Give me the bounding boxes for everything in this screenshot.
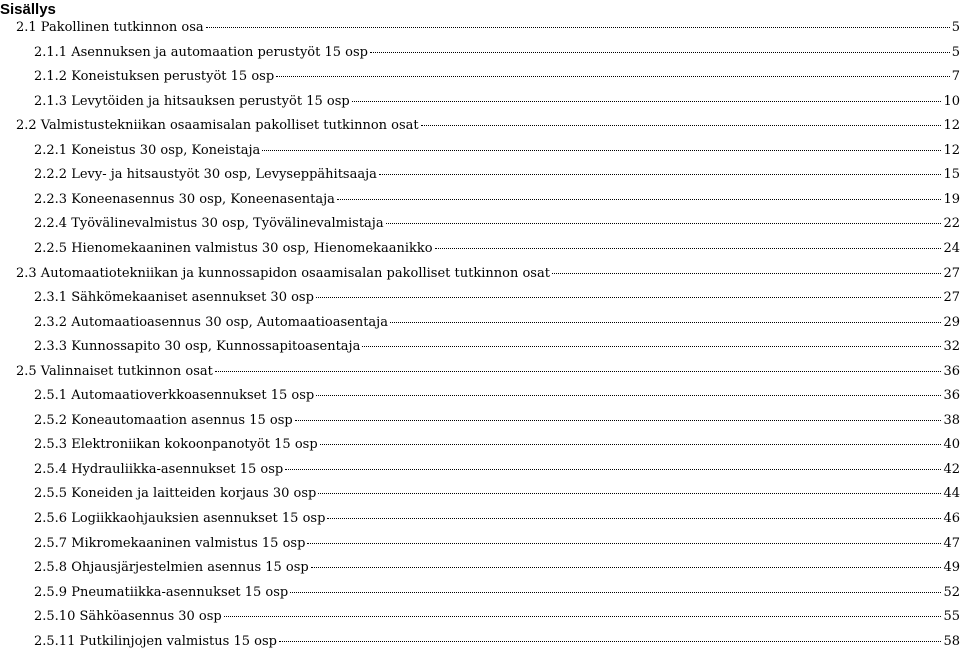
- toc-entry-page[interactable]: 49: [943, 560, 960, 576]
- toc-entry-label[interactable]: 2.5.2 Koneautomaation asennus 15 osp: [34, 412, 293, 428]
- toc-dot-leader: [552, 272, 942, 274]
- toc-entry-label[interactable]: 2.1.2 Koneistuksen perustyöt 15 osp: [34, 69, 275, 85]
- toc-entry[interactable]: [34, 190, 960, 210]
- toc-entry-page[interactable]: 47: [943, 535, 960, 551]
- toc-entry-label[interactable]: 2.2 Valmistustekniikan osaamisalan pakolliset tutkinnon osat: [16, 118, 419, 134]
- toc-entry-page[interactable]: 44: [943, 486, 960, 502]
- toc-entry[interactable]: [34, 141, 960, 161]
- toc-entry[interactable]: [16, 264, 960, 284]
- toc-entry-label[interactable]: 2.5.11 Putkilinjojen valmistus 15 osp: [34, 633, 277, 649]
- toc-entry-label[interactable]: 2.2.5 Hienomekaaninen valmistus 30 osp, Hienomekaanikko: [34, 240, 433, 256]
- toc-dot-leader: [362, 345, 941, 347]
- toc-entry-label[interactable]: 2.1 Pakollinen tutkinnon osa: [16, 20, 204, 35]
- toc-entry-page[interactable]: 24: [943, 240, 960, 256]
- toc-entry-label[interactable]: 2.3.3 Kunnossapito 30 osp, Kunnossapitoasentaja: [34, 339, 361, 355]
- toc-entry-page[interactable]: 15: [943, 167, 960, 183]
- toc-dot-leader: [316, 394, 941, 396]
- toc-entry[interactable]: [34, 165, 960, 185]
- toc-entry[interactable]: [34, 214, 960, 234]
- toc-entry-label[interactable]: 2.1.3 Levytöiden ja hitsauksen perustyöt 15 osp: [34, 93, 350, 109]
- toc-dot-leader: [421, 124, 942, 126]
- toc-entry[interactable]: [34, 337, 960, 357]
- toc-entry-label[interactable]: 2.5.3 Elektroniikan kokoonpanotyöt 15 osp: [34, 437, 318, 453]
- toc-title: Sisällys: [0, 1, 56, 18]
- toc-entry-page[interactable]: 46: [943, 511, 960, 526]
- toc-entry-page[interactable]: 5: [951, 44, 960, 60]
- toc-dot-leader: [352, 100, 942, 102]
- toc-dot-leader: [262, 149, 941, 151]
- toc-entry-page[interactable]: 36: [943, 388, 960, 404]
- toc-dot-leader: [370, 51, 950, 53]
- toc-dot-leader: [224, 615, 942, 617]
- toc-entry-label[interactable]: 2.2.4 Työvälinevalmistus 30 osp, Työvälinevalmistaja: [34, 216, 384, 232]
- toc-entry-label[interactable]: 2.3.2 Automaatioasennus 30 osp, Automaatioasentaja: [34, 314, 388, 330]
- toc-dot-leader: [279, 640, 942, 642]
- toc-dot-leader: [295, 419, 942, 421]
- toc-dot-leader: [316, 296, 942, 298]
- toc-entry[interactable]: [34, 239, 960, 259]
- toc-entry[interactable]: [16, 116, 960, 136]
- toc-entry-page[interactable]: 36: [943, 363, 960, 379]
- toc-entry-page[interactable]: 5: [951, 20, 960, 35]
- toc-entry-label[interactable]: 2.2.3 Koneenasennus 30 osp, Koneenasentaja: [34, 191, 335, 207]
- toc-entry-label[interactable]: 2.1.1 Asennuksen ja automaation perustyöt 15 osp: [34, 44, 368, 60]
- toc-entry-label[interactable]: 2.5.5 Koneiden ja laitteiden korjaus 30 osp: [34, 486, 317, 502]
- toc-entry[interactable]: [16, 362, 960, 382]
- toc-entry-label[interactable]: 2.5.6 Logiikkaohjauksien asennukset 15 osp: [34, 511, 326, 526]
- toc-entry[interactable]: [34, 484, 960, 504]
- toc-entry[interactable]: [34, 435, 960, 455]
- toc-dot-leader: [290, 591, 941, 593]
- toc-entry[interactable]: [34, 67, 960, 87]
- toc-dot-leader: [327, 517, 941, 519]
- toc-entry-page[interactable]: 40: [943, 437, 960, 453]
- toc-dot-leader: [285, 468, 941, 470]
- toc-entry-page[interactable]: 42: [943, 461, 960, 477]
- toc-entry-page[interactable]: 27: [943, 290, 960, 306]
- toc-entry-page[interactable]: 32: [943, 339, 960, 355]
- toc-entry-page[interactable]: 10: [943, 93, 960, 109]
- toc-entry-page[interactable]: 38: [943, 412, 960, 428]
- toc-entry[interactable]: [34, 288, 960, 308]
- toc-entry[interactable]: [34, 386, 960, 406]
- toc-dot-leader: [311, 566, 942, 568]
- toc-entry-page[interactable]: 29: [943, 314, 960, 330]
- toc-entry-label[interactable]: 2.5.9 Pneumatiikka-asennukset 15 osp: [34, 584, 289, 600]
- toc-entry[interactable]: [34, 534, 960, 554]
- toc-entry-page[interactable]: 12: [943, 118, 960, 134]
- toc-entry[interactable]: [34, 607, 960, 627]
- toc-dot-leader: [435, 247, 942, 249]
- toc-entry-label[interactable]: 2.2.2 Levy- ja hitsaustyöt 30 osp, Levyseppähitsaaja: [34, 167, 377, 183]
- toc-entry[interactable]: [16, 18, 960, 38]
- toc-dot-leader: [320, 443, 942, 445]
- toc-dot-leader: [337, 198, 942, 200]
- toc-entry-label[interactable]: 2.5.4 Hydrauliikka-asennukset 15 osp: [34, 461, 284, 477]
- toc-entry-page[interactable]: 7: [951, 69, 960, 85]
- toc-entry-label[interactable]: 2.2.1 Koneistus 30 osp, Koneistaja: [34, 142, 261, 158]
- toc-entry[interactable]: [34, 509, 960, 529]
- toc-dot-leader: [215, 370, 942, 372]
- toc-entry[interactable]: [34, 411, 960, 431]
- toc-entry-label[interactable]: 2.5 Valinnaiset tutkinnon osat: [16, 363, 213, 379]
- toc-entry[interactable]: [34, 460, 960, 480]
- toc-entry[interactable]: [34, 43, 960, 63]
- toc-entry-label[interactable]: 2.5.1 Automaatioverkkoasennukset 15 osp: [34, 388, 315, 404]
- toc-dot-leader: [379, 173, 942, 175]
- toc-entry[interactable]: [34, 313, 960, 333]
- toc-entry-label[interactable]: 2.5.10 Sähköasennus 30 osp: [34, 609, 222, 625]
- toc-entry[interactable]: [34, 632, 960, 652]
- toc-entry-page[interactable]: 19: [943, 191, 960, 207]
- toc-entry-page[interactable]: 22: [943, 216, 960, 232]
- toc-entry-page[interactable]: 27: [943, 265, 960, 281]
- toc-entry[interactable]: [34, 92, 960, 112]
- toc-dot-leader: [386, 222, 942, 224]
- toc-entry-page[interactable]: 55: [943, 609, 960, 625]
- toc-dot-leader: [390, 321, 942, 323]
- toc-entry-label[interactable]: 2.3 Automaatiotekniikan ja kunnossapidon osaamisalan pakolliset tutkinnon osat: [16, 265, 550, 281]
- toc-entry[interactable]: [34, 583, 960, 603]
- toc-entry-label[interactable]: 2.3.1 Sähkömekaaniset asennukset 30 osp: [34, 290, 314, 306]
- toc-entry-label[interactable]: 2.5.7 Mikromekaaninen valmistus 15 osp: [34, 535, 306, 551]
- toc-entry[interactable]: [34, 558, 960, 578]
- toc-dot-leader: [318, 492, 941, 494]
- toc-dot-leader: [206, 26, 950, 28]
- toc-entry-label[interactable]: 2.5.8 Ohjausjärjestelmien asennus 15 osp: [34, 560, 309, 576]
- toc-entry-page[interactable]: 12: [943, 142, 960, 158]
- toc-dot-leader: [307, 542, 941, 544]
- toc-entry-page[interactable]: 52: [943, 584, 960, 600]
- toc-entry-page[interactable]: 58: [943, 633, 960, 649]
- toc-dot-leader: [276, 75, 950, 77]
